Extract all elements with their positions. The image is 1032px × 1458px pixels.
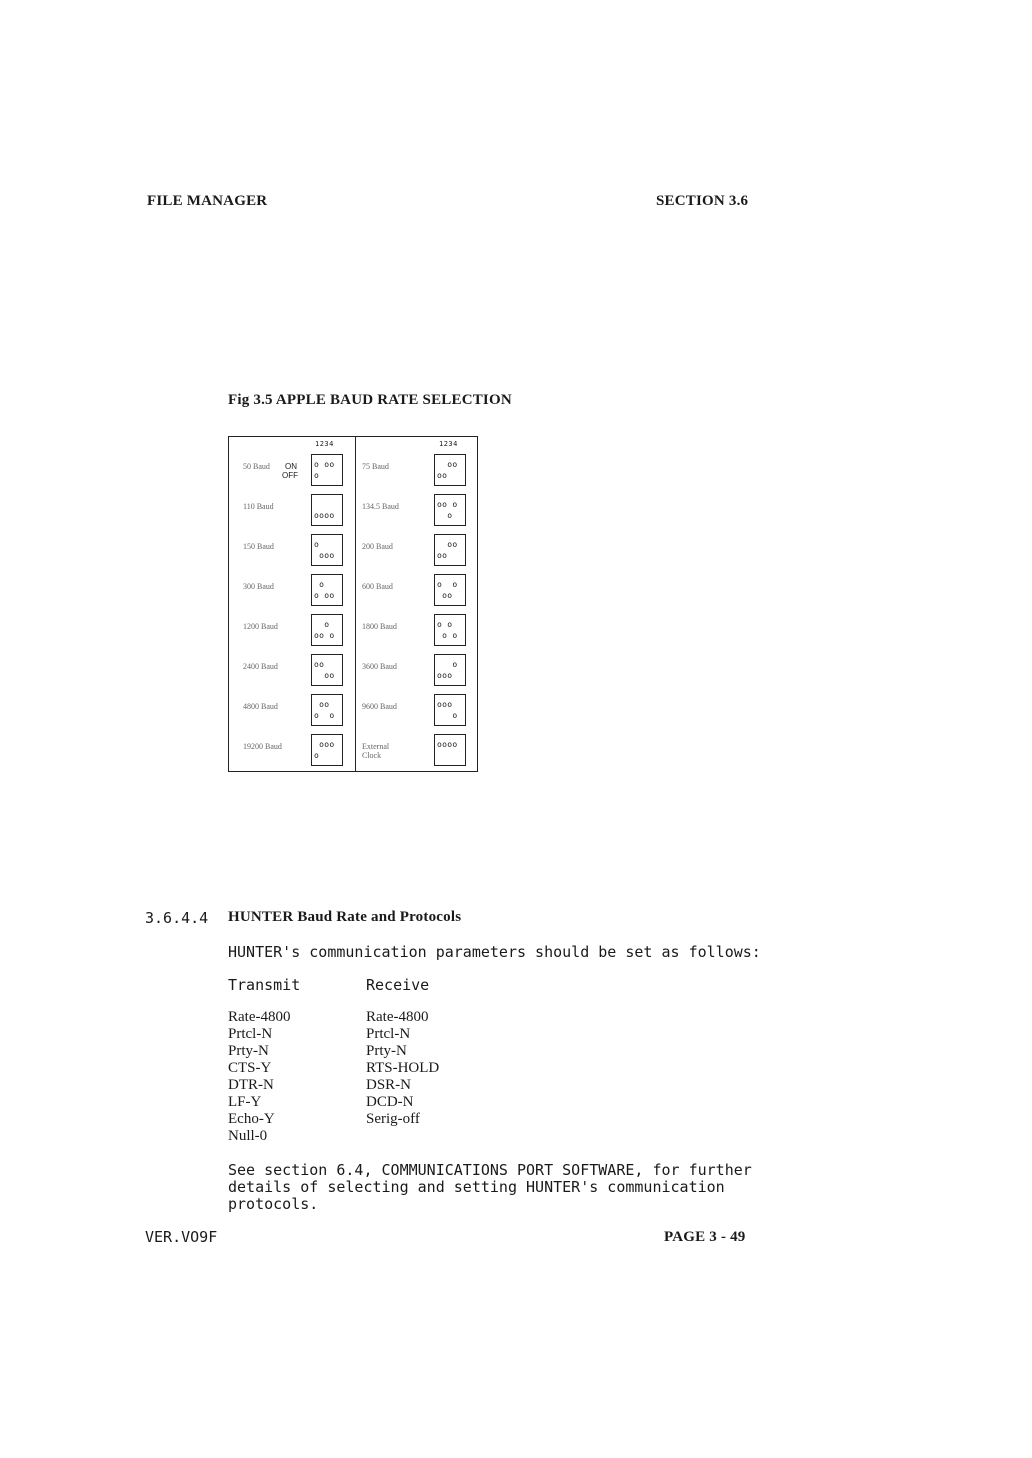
dip-switch-setting: [434, 454, 466, 486]
footer-page-number: PAGE 3 - 49: [664, 1229, 746, 1245]
dip-switch-setting: [311, 494, 343, 526]
section-number: 3.6.4.4: [145, 909, 209, 927]
switch-lower-positions: ooo: [437, 671, 458, 680]
baud-rate-label: 19200 Baud: [243, 742, 282, 751]
parameter-item: DSR-N: [366, 1077, 412, 1093]
baud-rate-label: 134.5 Baud: [362, 502, 399, 511]
baud-rate-label: 2400 Baud: [243, 662, 278, 671]
parameter-item: Prtcl-N: [366, 1026, 411, 1042]
running-header-right: SECTION 3.6: [656, 193, 749, 209]
switch-header-right: 1234: [439, 440, 458, 448]
switch-on-label: ON: [285, 462, 297, 471]
baud-rate-label: 50 Baud: [243, 462, 270, 471]
baud-rate-label: 600 Baud: [362, 582, 393, 591]
switch-off-label: OFF: [282, 471, 298, 480]
switch-lower-positions: o: [437, 711, 458, 720]
switch-lower-positions: oo: [437, 471, 458, 480]
parameter-item: Prty-N: [366, 1043, 407, 1059]
closing-line-1: See section 6.4, COMMUNICATIONS PORT SOFTWARE, for further: [228, 1161, 752, 1179]
baud-rate-label: 300 Baud: [243, 582, 274, 591]
dip-switch-setting: [434, 534, 466, 566]
switch-upper-positions: o: [437, 660, 458, 669]
figure-caption: Fig 3.5 APPLE BAUD RATE SELECTION: [228, 392, 512, 408]
switch-upper-positions: o: [314, 540, 335, 549]
dip-switch-setting: [311, 654, 343, 686]
switch-lower-positions: o oo: [314, 591, 335, 600]
switch-upper-positions: oo: [437, 460, 458, 469]
baud-rate-label: 4800 Baud: [243, 702, 278, 711]
running-header-left: FILE MANAGER: [147, 193, 268, 209]
switch-upper-positions: oo o: [437, 500, 458, 509]
receive-heading: Receive: [366, 976, 430, 994]
parameter-item: Rate-4800: [228, 1009, 291, 1025]
switch-lower-positions: oo: [437, 591, 458, 600]
dip-switch-setting: [434, 494, 466, 526]
dip-switch-setting: [311, 694, 343, 726]
section-title: HUNTER Baud Rate and Protocols: [228, 909, 462, 925]
dip-switch-setting: [311, 574, 343, 606]
dip-switch-setting: [311, 534, 343, 566]
dip-switch-setting: [434, 614, 466, 646]
switch-lower-positions: oooo: [314, 511, 335, 520]
parameter-item: RTS-HOLD: [366, 1060, 440, 1076]
switch-lower-positions: [437, 751, 463, 760]
switch-upper-positions: o o: [437, 580, 458, 589]
switch-upper-positions: oo: [314, 660, 335, 669]
switch-header-left: 1234: [315, 440, 334, 448]
switch-lower-positions: ooo: [314, 551, 335, 560]
table-column-divider: [355, 437, 356, 771]
dip-switch-setting: [434, 734, 466, 766]
switch-upper-positions: o: [314, 580, 335, 589]
switch-lower-positions: oo o: [314, 631, 335, 640]
switch-lower-positions: o o: [437, 631, 458, 640]
section-intro: HUNTER's communication parameters should be set as follows:: [228, 943, 761, 961]
switch-upper-positions: ooo: [314, 740, 335, 749]
parameter-item: Prtcl-N: [228, 1026, 273, 1042]
switch-lower-positions: o: [437, 511, 458, 520]
transmit-heading: Transmit: [228, 976, 301, 994]
footer-version: VER.VO9F: [145, 1228, 218, 1246]
switch-lower-positions: oo: [314, 671, 335, 680]
dip-switch-setting: [311, 614, 343, 646]
baud-rate-label: 1200 Baud: [243, 622, 278, 631]
dip-switch-setting: [311, 454, 343, 486]
baud-rate-label: 200 Baud: [362, 542, 393, 551]
switch-upper-positions: oo: [314, 700, 335, 709]
dip-switch-setting: [311, 734, 343, 766]
closing-line-2: details of selecting and setting HUNTER's communication: [228, 1178, 725, 1196]
dip-switch-setting: [434, 654, 466, 686]
switch-upper-positions: o: [314, 620, 335, 629]
parameter-item: DCD-N: [366, 1094, 414, 1110]
switch-upper-positions: o oo: [314, 460, 335, 469]
parameter-item: Serig-off: [366, 1111, 420, 1127]
dip-switch-setting: [434, 574, 466, 606]
parameter-item: Rate-4800: [366, 1009, 429, 1025]
switch-lower-positions: o: [314, 471, 335, 480]
baud-rate-label: 1800 Baud: [362, 622, 397, 631]
parameter-item: Null-0: [228, 1128, 268, 1144]
switch-lower-positions: o o: [314, 711, 335, 720]
baud-rate-label: 150 Baud: [243, 542, 274, 551]
baud-rate-label: 110 Baud: [243, 502, 274, 511]
baud-rate-label: 9600 Baud: [362, 702, 397, 711]
switch-lower-positions: o: [314, 751, 335, 760]
parameter-item: DTR-N: [228, 1077, 274, 1093]
baud-rate-label: 3600 Baud: [362, 662, 397, 671]
parameter-item: CTS-Y: [228, 1060, 272, 1076]
parameter-item: LF-Y: [228, 1094, 262, 1110]
switch-upper-positions: oo: [437, 540, 458, 549]
dip-switch-setting: [434, 694, 466, 726]
baud-rate-label: External Clock: [362, 742, 390, 760]
parameter-item: Echo-Y: [228, 1111, 275, 1127]
switch-upper-positions: [314, 500, 340, 509]
switch-upper-positions: ooo: [437, 700, 458, 709]
parameter-item: Prty-N: [228, 1043, 269, 1059]
switch-upper-positions: o o: [437, 620, 458, 629]
switch-lower-positions: oo: [437, 551, 458, 560]
closing-line-3: protocols.: [228, 1195, 319, 1213]
baud-rate-switch-table: [228, 436, 478, 772]
baud-rate-label: 75 Baud: [362, 462, 389, 471]
switch-upper-positions: oooo: [437, 740, 458, 749]
